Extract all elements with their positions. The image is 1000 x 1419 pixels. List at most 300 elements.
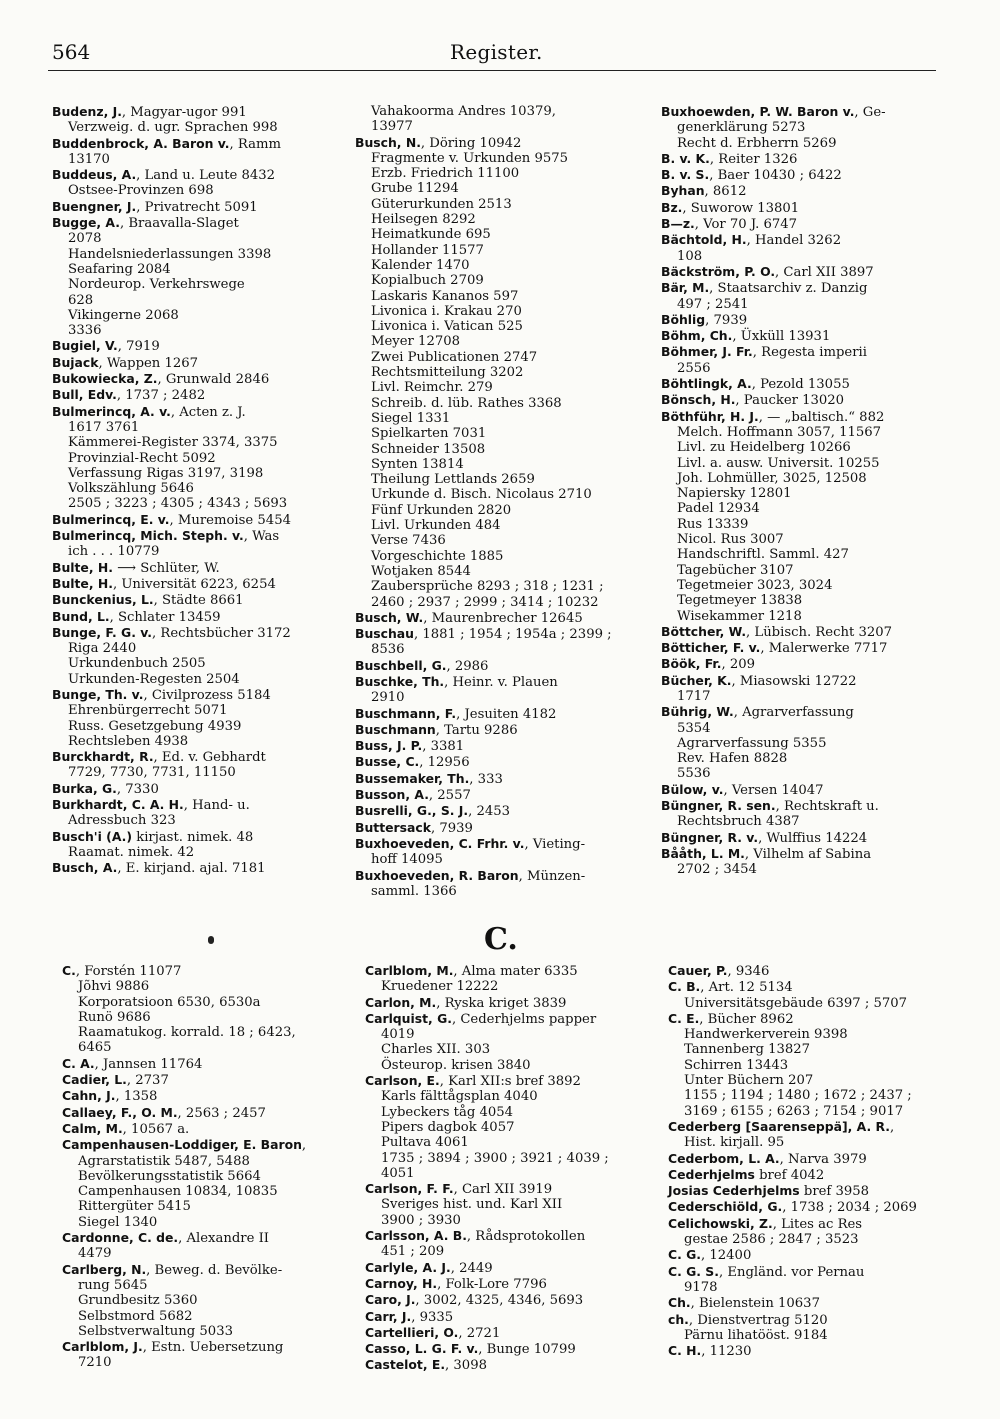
index-continuation-line: 1735 ; 3894 ; 3900 ; 3921 ; 4039 ; xyxy=(381,1150,609,1166)
index-entry xyxy=(661,782,892,798)
index-continuation-line: Livonica i. Krakau 270 xyxy=(371,303,522,319)
index-continuation-line: Vahakoorma Andres 10379, xyxy=(371,104,556,119)
entry-reference: , xyxy=(889,1119,895,1135)
index-continuation-line: Erzb. Friedrich 11100 xyxy=(371,166,520,182)
index-continuation-line: Padel 12934 xyxy=(677,501,760,517)
entry-reference: , Beweg. d. Bevölke- xyxy=(146,1262,283,1278)
index-continuation-line: Livonica i. Vatican 525 xyxy=(371,319,523,335)
index-continuation-line: Tagebücher 3107 xyxy=(677,562,794,578)
index-entry xyxy=(52,528,291,544)
entry-reference: , Hand- u. xyxy=(183,798,250,814)
index-entry xyxy=(365,1341,609,1357)
index-entry xyxy=(52,512,291,528)
entry-author: Bull, Edv. xyxy=(52,387,117,403)
entry-author: Böttcher, W. xyxy=(661,623,747,639)
entry-author: Böhmer, J. Fr. xyxy=(661,344,753,360)
entry-author: Buddeus, A. xyxy=(52,167,137,183)
index-entry xyxy=(365,1228,609,1244)
index-continuation-line: Karls fälttågsplan 4040 xyxy=(381,1089,538,1105)
index-continuation-line: Ehrenbürgerrecht 5071 xyxy=(68,703,228,719)
index-entry xyxy=(365,1309,609,1325)
index-continuation-line: Tegetmeier 3023, 3024 xyxy=(677,577,833,593)
index-entry xyxy=(52,136,291,152)
entry-reference: , Folk-Lore 7796 xyxy=(437,1276,547,1292)
index-entry xyxy=(355,738,612,754)
index-continuation-line: Fragmente v. Urkunden 9575 xyxy=(371,150,569,166)
index-continuation-line: Grundbesitz 5360 xyxy=(78,1293,198,1309)
index-entry xyxy=(365,1292,609,1308)
index-entry xyxy=(52,749,291,765)
entry-author: Bund, L. xyxy=(52,608,110,624)
entry-author: Caro, J. xyxy=(365,1292,416,1308)
entry-author: Cartellieri, O. xyxy=(365,1324,459,1340)
entry-reference: , Alexandre II xyxy=(178,1231,269,1247)
entry-reference: , Staatsarchiv z. Danzig xyxy=(709,281,868,297)
entry-author: Bücher, K. xyxy=(661,672,732,688)
entry-author: B—z. xyxy=(661,216,695,232)
index-entry xyxy=(668,1167,917,1183)
entry-reference: , 1737 ; 2482 xyxy=(116,388,206,404)
index-continuation-line: Rechtsbruch 4387 xyxy=(677,814,800,830)
entry-author: Buengner, J. xyxy=(52,198,137,214)
index-entry xyxy=(668,1199,917,1215)
index-continuation-line: generklärung 5273 xyxy=(677,120,806,136)
index-continuation-line: Pipers dagbok 4057 xyxy=(381,1119,515,1135)
index-entry xyxy=(355,674,612,690)
index-entry xyxy=(62,1262,306,1278)
index-continuation-line: 108 xyxy=(677,248,703,264)
index-entry xyxy=(355,771,612,787)
entry-reference: , Carl XII 3897 xyxy=(775,264,874,280)
entry-reference: , Vilhelm af Sabina xyxy=(744,846,872,862)
index-entry xyxy=(62,1088,306,1104)
index-entry xyxy=(661,376,892,392)
index-continuation-line: Kämmerei-Register 3374, 3375 xyxy=(68,435,278,451)
index-continuation-line: Urkunde d. Bisch. Nicolaus 2710 xyxy=(371,487,592,503)
index-continuation-line: Selbstmord 5682 xyxy=(78,1308,193,1324)
index-entry xyxy=(661,656,892,672)
index-entry xyxy=(355,135,612,151)
entry-author: Böhm, Ch. xyxy=(661,328,733,344)
index-entry xyxy=(365,1276,609,1292)
index-continuation-line: Hollander 11577 xyxy=(371,242,484,258)
entry-author: Cederbom, L. A. xyxy=(668,1150,780,1166)
entry-author: Bunge, F. G. v. xyxy=(52,624,153,640)
entry-author: Bujack xyxy=(52,354,99,370)
index-entry xyxy=(661,200,892,216)
entry-reference: , 10567 a. xyxy=(122,1121,190,1137)
entry-reference: , Bunge 10799 xyxy=(478,1342,576,1358)
index-continuation-line: ich . . . 10779 xyxy=(68,544,160,560)
index-continuation-line: 3169 ; 6155 ; 6263 ; 7154 ; 9017 xyxy=(684,1103,904,1119)
entry-reference: , Ge- xyxy=(854,105,886,120)
entry-author: Böök, Fr. xyxy=(661,656,722,672)
index-continuation-line: Theilung Lettlands 2659 xyxy=(371,472,535,488)
page-number: 564 xyxy=(52,40,91,64)
index-entry xyxy=(52,576,291,592)
index-continuation-line: 7729, 7730, 7731, 11150 xyxy=(68,765,236,781)
index-entry xyxy=(62,1137,306,1153)
entry-author: Carlblom, J. xyxy=(62,1339,143,1355)
index-continuation-line: Verzweig. d. ugr. Sprachen 998 xyxy=(68,120,278,136)
entry-reference: , Land u. Leute 8432 xyxy=(136,168,276,184)
index-continuation-line: Pärnu lihatööst. 9184 xyxy=(684,1327,828,1343)
entry-reference: ⟶ Schlüter, W. xyxy=(112,560,220,576)
entry-reference: , Schlater 13459 xyxy=(109,609,221,625)
index-continuation-line: Rechtsleben 4938 xyxy=(68,733,189,749)
entry-reference: , Bücher 8962 xyxy=(699,1011,794,1027)
index-entry xyxy=(355,820,612,836)
entry-author: Buschau xyxy=(355,626,414,642)
index-entry xyxy=(668,1343,917,1359)
entry-reference: , 1738 ; 2034 ; 2069 xyxy=(782,1200,917,1216)
index-continuation-line: Tegetmeyer 13838 xyxy=(677,593,803,609)
entry-reference: , 1358 xyxy=(115,1089,158,1105)
index-entry xyxy=(365,1011,609,1027)
index-continuation-line: Ostsee-Provinzen 698 xyxy=(68,183,214,199)
entry-reference: , 9346 xyxy=(727,964,770,979)
index-continuation-line: 1617 3761 xyxy=(68,419,140,435)
index-continuation-line: Synten 13814 xyxy=(371,456,464,472)
entry-author: Busch, W. xyxy=(355,609,424,625)
entry-author: Büngner, R. v. xyxy=(661,829,759,845)
index-continuation-line: 2505 ; 3223 ; 4305 ; 4343 ; 5693 xyxy=(68,496,288,512)
index-continuation-line: 2556 xyxy=(677,360,711,376)
entry-author: Byhan xyxy=(661,183,705,199)
index-entry xyxy=(661,264,892,280)
entry-reference: , Paucker 13020 xyxy=(735,393,845,409)
entry-author: Busch, N. xyxy=(355,134,421,150)
entry-author: Burckhardt, R. xyxy=(52,749,154,765)
entry-reference: , 2449 xyxy=(450,1260,493,1276)
entry-reference: , Privatrecht 5091 xyxy=(136,199,258,215)
index-continuation-line: Schneider 13508 xyxy=(371,441,486,457)
entry-author: Busrelli, G., S. J. xyxy=(355,803,469,819)
ornament-dot xyxy=(208,936,214,944)
index-continuation-line: Seafaring 2084 xyxy=(68,261,171,277)
entry-reference: , Lites ac Res xyxy=(772,1216,863,1232)
index-continuation-line: Vorgeschichte 1885 xyxy=(371,548,504,564)
entry-author: Carr, J. xyxy=(365,1308,412,1324)
entry-author: Busse, C. xyxy=(355,754,420,770)
index-continuation-line: Zwei Publicationen 2747 xyxy=(371,349,538,365)
index-entry xyxy=(365,995,609,1011)
entry-author: B. v. S. xyxy=(661,167,710,183)
entry-reference: , 3381 xyxy=(422,739,465,755)
entry-reference: , Civilprozess 5184 xyxy=(143,687,271,703)
entry-reference: , Versen 14047 xyxy=(723,782,824,798)
index-entry xyxy=(668,1312,917,1328)
index-entry xyxy=(668,979,917,995)
index-entry xyxy=(661,151,892,167)
index-entry xyxy=(668,1011,917,1027)
entry-author: Bührig, W. xyxy=(661,704,734,720)
index-entry xyxy=(355,803,612,819)
entry-reference: , 7939 xyxy=(430,820,473,836)
entry-reference: , Universität 6223, 6254 xyxy=(112,576,276,592)
index-continuation-line: Grube 11294 xyxy=(371,181,459,197)
index-continuation-line: Napiersky 12801 xyxy=(677,486,792,502)
entry-reference: , Vieting- xyxy=(524,836,586,852)
entry-reference: , Bielenstein 10637 xyxy=(690,1296,820,1312)
entry-reference: , Heinr. v. Plauen xyxy=(444,674,558,690)
index-entry xyxy=(62,1056,306,1072)
index-continuation-line: Hist. kirjall. 95 xyxy=(684,1135,785,1151)
index-continuation-line: gestae 2586 ; 2847 ; 3523 xyxy=(684,1232,859,1248)
index-continuation-line: Runö 9686 xyxy=(78,1009,151,1025)
index-entry xyxy=(661,409,892,425)
index-continuation-line: Wotjaken 8544 xyxy=(371,563,471,579)
index-entry xyxy=(355,754,612,770)
entry-reference: , Pezold 13055 xyxy=(751,377,850,393)
running-header: Register. xyxy=(450,40,543,64)
index-continuation-line: 9178 xyxy=(684,1279,718,1295)
index-entry xyxy=(365,1325,609,1341)
entry-reference: , E. kirjand. ajal. 7181 xyxy=(117,861,266,877)
entry-author: Carlon, M. xyxy=(365,994,437,1010)
index-entry xyxy=(365,1260,609,1276)
entry-author: Campenhausen-Loddiger, E. Baron xyxy=(62,1137,302,1153)
entry-author: Bugge, A. xyxy=(52,215,120,231)
index-entry xyxy=(668,1264,917,1280)
index-continuation-line: 2702 ; 3454 xyxy=(677,862,757,878)
entry-reference: , Suworow 13801 xyxy=(682,200,800,216)
index-continuation-line: 13977 xyxy=(371,119,413,135)
index-continuation-line: Livl. Urkunden 484 xyxy=(371,518,501,534)
entry-author: Ch. xyxy=(668,1295,691,1311)
entry-author: Cederhjelms xyxy=(668,1166,755,1182)
entry-reference: , Alma mater 6335 xyxy=(453,964,578,979)
entry-reference: , Lübisch. Recht 3207 xyxy=(746,624,893,640)
entry-author: C. B. xyxy=(668,979,701,995)
entry-author: Cahn, J. xyxy=(62,1088,116,1104)
index-entry xyxy=(52,404,291,420)
entry-reference: , 2453 xyxy=(468,804,511,820)
entry-reference: , Regesta imperii xyxy=(752,345,867,361)
index-entry xyxy=(661,673,892,689)
entry-author: Bunge, Th. v. xyxy=(52,686,144,702)
entry-reference: , 2737 xyxy=(126,1073,169,1089)
index-entry xyxy=(355,722,612,738)
entry-reference: , Döring 10942 xyxy=(420,135,522,151)
index-continuation-line: Agrarstatistik 5487, 5488 xyxy=(78,1153,250,1169)
index-entry xyxy=(668,1295,917,1311)
entry-author: Bär, M. xyxy=(661,280,710,296)
entry-reference: , Baer 10430 ; 6422 xyxy=(709,168,842,184)
entry-author: Bulte, H. xyxy=(52,575,113,591)
index-continuation-line: Fünf Urkunden 2820 xyxy=(371,502,512,518)
index-entry xyxy=(52,338,291,354)
index-continuation-line: 7210 xyxy=(78,1355,112,1371)
index-continuation-line: Charles XII. 303 xyxy=(381,1042,491,1058)
entry-reference: , 8612 xyxy=(704,184,747,200)
index-continuation-line: Unter Büchern 207 xyxy=(684,1073,814,1089)
index-continuation-line: Jõhvi 9886 xyxy=(78,979,150,995)
index-continuation-line: Schirren 13443 xyxy=(684,1057,789,1073)
entry-author: Callaey, F., O. M. xyxy=(62,1104,178,1120)
index-entry xyxy=(62,963,306,979)
index-entry xyxy=(62,1072,306,1088)
entry-reference: , Maurenbrecher 12645 xyxy=(423,610,583,626)
index-continuation-line: 13170 xyxy=(68,151,110,167)
index-entry xyxy=(355,706,612,722)
index-continuation-line: Kruedener 12222 xyxy=(381,979,499,995)
index-continuation-line: Verse 7436 xyxy=(371,533,446,549)
entry-reference: , Agrarverfassung xyxy=(733,705,854,721)
index-entry xyxy=(52,215,291,231)
index-column-1 xyxy=(52,104,291,877)
index-continuation-line: 3336 xyxy=(68,323,102,339)
entry-author: Bunckenius, L. xyxy=(52,592,154,608)
entry-reference: , Ryska kriget 3839 xyxy=(436,995,567,1011)
entry-author: Burkhardt, C. A. H. xyxy=(52,797,184,813)
entry-author: Bååth, L. M. xyxy=(661,845,745,861)
index-continuation-line: Livl. Reimchr. 279 xyxy=(371,380,493,396)
index-entry xyxy=(661,104,892,120)
index-entry xyxy=(355,610,612,626)
index-continuation-line: Meyer 12708 xyxy=(371,334,461,350)
index-continuation-line: Tannenberg 13827 xyxy=(684,1042,811,1058)
index-continuation-line: Volkszählung 5646 xyxy=(68,481,194,497)
index-continuation-line: samml. 1366 xyxy=(371,883,457,899)
index-entry xyxy=(52,387,291,403)
index-entry xyxy=(661,704,892,720)
index-entry xyxy=(52,625,291,641)
entry-reference: , Tartu 9286 xyxy=(435,722,518,738)
index-entry xyxy=(365,1357,609,1373)
index-entry xyxy=(52,167,291,183)
entry-reference: , 3098 xyxy=(445,1358,487,1374)
entry-author: Bönsch, H. xyxy=(661,392,736,408)
entry-reference: , Jesuiten 4182 xyxy=(456,706,557,722)
entry-reference: , Braavalla-Slaget xyxy=(119,216,239,232)
entry-reference: , 2563 ; 2457 xyxy=(177,1105,266,1121)
index-continuation-line: Kopialbuch 2709 xyxy=(371,273,484,289)
entry-author: Buxhoewden, P. W. Baron v. xyxy=(661,104,855,119)
index-continuation-line: 4051 xyxy=(381,1165,415,1181)
entry-reference: , 9335 xyxy=(411,1309,454,1325)
index-continuation-line: 451 ; 209 xyxy=(381,1244,445,1260)
entry-author: Celichowski, Z. xyxy=(668,1215,773,1231)
entry-reference: , Vor 70 J. 6747 xyxy=(694,217,798,233)
index-continuation-line: Siegel 1331 xyxy=(371,410,451,426)
index-entry xyxy=(52,592,291,608)
entry-author: B. v. K. xyxy=(661,150,710,166)
entry-author: Carlberg, N. xyxy=(62,1261,147,1277)
index-entry xyxy=(52,797,291,813)
index-entry xyxy=(668,1151,917,1167)
entry-author: Bulmerincq, Mich. Steph. v. xyxy=(52,528,244,544)
entry-author: Böhlig xyxy=(661,311,706,327)
index-entry xyxy=(62,1105,306,1121)
index-entry xyxy=(661,846,892,862)
entry-reference: , Städte 8661 xyxy=(153,593,244,609)
index-entry xyxy=(661,183,892,199)
index-continuation-line: Verfassung Rigas 3197, 3198 xyxy=(68,465,264,481)
entry-reference: , Wulffius 14224 xyxy=(758,830,868,846)
entry-author: Carlquist, G. xyxy=(365,1010,452,1026)
index-entry xyxy=(62,1339,306,1355)
index-continuation-line: Recht d. Erbherrn 5269 xyxy=(677,135,837,151)
index-entry xyxy=(661,624,892,640)
entry-author: Buss, J. P. xyxy=(355,738,423,754)
entry-author: Cardonne, C. de. xyxy=(62,1230,179,1246)
index-continuation-line: Adressbuch 323 xyxy=(68,813,176,829)
entry-author: C. A. xyxy=(62,1055,95,1071)
entry-reference: , Üxküll 13931 xyxy=(732,329,831,345)
index-entry xyxy=(355,836,612,852)
index-continuation-line: 5536 xyxy=(677,766,711,782)
entry-reference: , Rådsprotokollen xyxy=(466,1229,586,1245)
entry-author: Josias Cederhjelms xyxy=(668,1183,800,1199)
index-column-6 xyxy=(668,963,917,1359)
entry-author: Busch, A. xyxy=(52,860,118,876)
index-entry xyxy=(52,829,291,845)
index-entry xyxy=(355,626,612,642)
entry-reference: , 209 xyxy=(721,657,756,673)
index-continuation-line: Heimatkunde 695 xyxy=(371,227,491,243)
entry-reference: , 2721 xyxy=(458,1325,501,1341)
index-continuation-line: Handwerkerverein 9398 xyxy=(684,1027,848,1043)
entry-author: Bulte, H. xyxy=(52,559,113,575)
index-continuation-line: Riga 2440 xyxy=(68,641,137,657)
entry-author: Buschmann, F. xyxy=(355,705,457,721)
index-continuation-line: 628 xyxy=(68,292,94,308)
index-continuation-line: Laskaris Kananos 597 xyxy=(371,288,519,304)
index-continuation-line: Heilsegen 8292 xyxy=(371,212,476,228)
entry-author: Bz. xyxy=(661,199,683,215)
entry-reference: , 7330 xyxy=(116,781,159,797)
entry-author: Bulmerincq, E. v. xyxy=(52,511,170,527)
index-entry xyxy=(52,781,291,797)
index-entry xyxy=(661,232,892,248)
section-letter: C. xyxy=(484,922,518,957)
index-entry xyxy=(62,1230,306,1246)
entry-reference: , Malerwerke 7717 xyxy=(760,641,888,657)
index-entry xyxy=(52,860,291,876)
index-column-2 xyxy=(355,104,612,899)
entry-author: Cadier, L. xyxy=(62,1072,127,1088)
entry-reference: , Ed. v. Gebhardt xyxy=(153,750,266,766)
index-continuation-line: Wisekammer 1218 xyxy=(677,608,802,624)
index-entry xyxy=(355,787,612,803)
index-entry xyxy=(661,392,892,408)
entry-author: Buxhoeveden, C. Frhr. v. xyxy=(355,835,525,851)
header-rule xyxy=(48,70,936,71)
entry-reference: , Cederhjelms papper xyxy=(451,1011,597,1027)
entry-reference: , 12956 xyxy=(419,755,470,771)
index-continuation-line: Korporatsioon 6530, 6530a xyxy=(78,994,261,1010)
index-continuation-line: 4019 xyxy=(381,1027,415,1043)
entry-author: Carlson, F. F. xyxy=(365,1181,454,1197)
index-continuation-line: Rechtsmitteilung 3202 xyxy=(371,365,524,381)
entry-reference: , xyxy=(301,1138,307,1154)
index-entry xyxy=(661,216,892,232)
entry-author: Buxhoeveden, R. Baron xyxy=(355,867,519,883)
entry-reference: , 3002, 4325, 4346, 5693 xyxy=(415,1293,584,1309)
entry-author: Bussemaker, Th. xyxy=(355,770,470,786)
index-continuation-line: Güterurkunden 2513 xyxy=(371,196,512,212)
entry-author: Bötticher, F. v. xyxy=(661,640,761,656)
index-continuation-line: 3900 ; 3930 xyxy=(381,1212,461,1228)
index-continuation-line: rung 5645 xyxy=(78,1277,148,1293)
index-continuation-line: Siegel 1340 xyxy=(78,1214,158,1230)
index-entry xyxy=(661,167,892,183)
entry-reference: , Münzen- xyxy=(518,868,586,884)
index-continuation-line: Kalender 1470 xyxy=(371,257,470,273)
entry-reference: , Magyar-ugor 991 xyxy=(121,105,247,120)
entry-author: Bülow, v. xyxy=(661,781,724,797)
